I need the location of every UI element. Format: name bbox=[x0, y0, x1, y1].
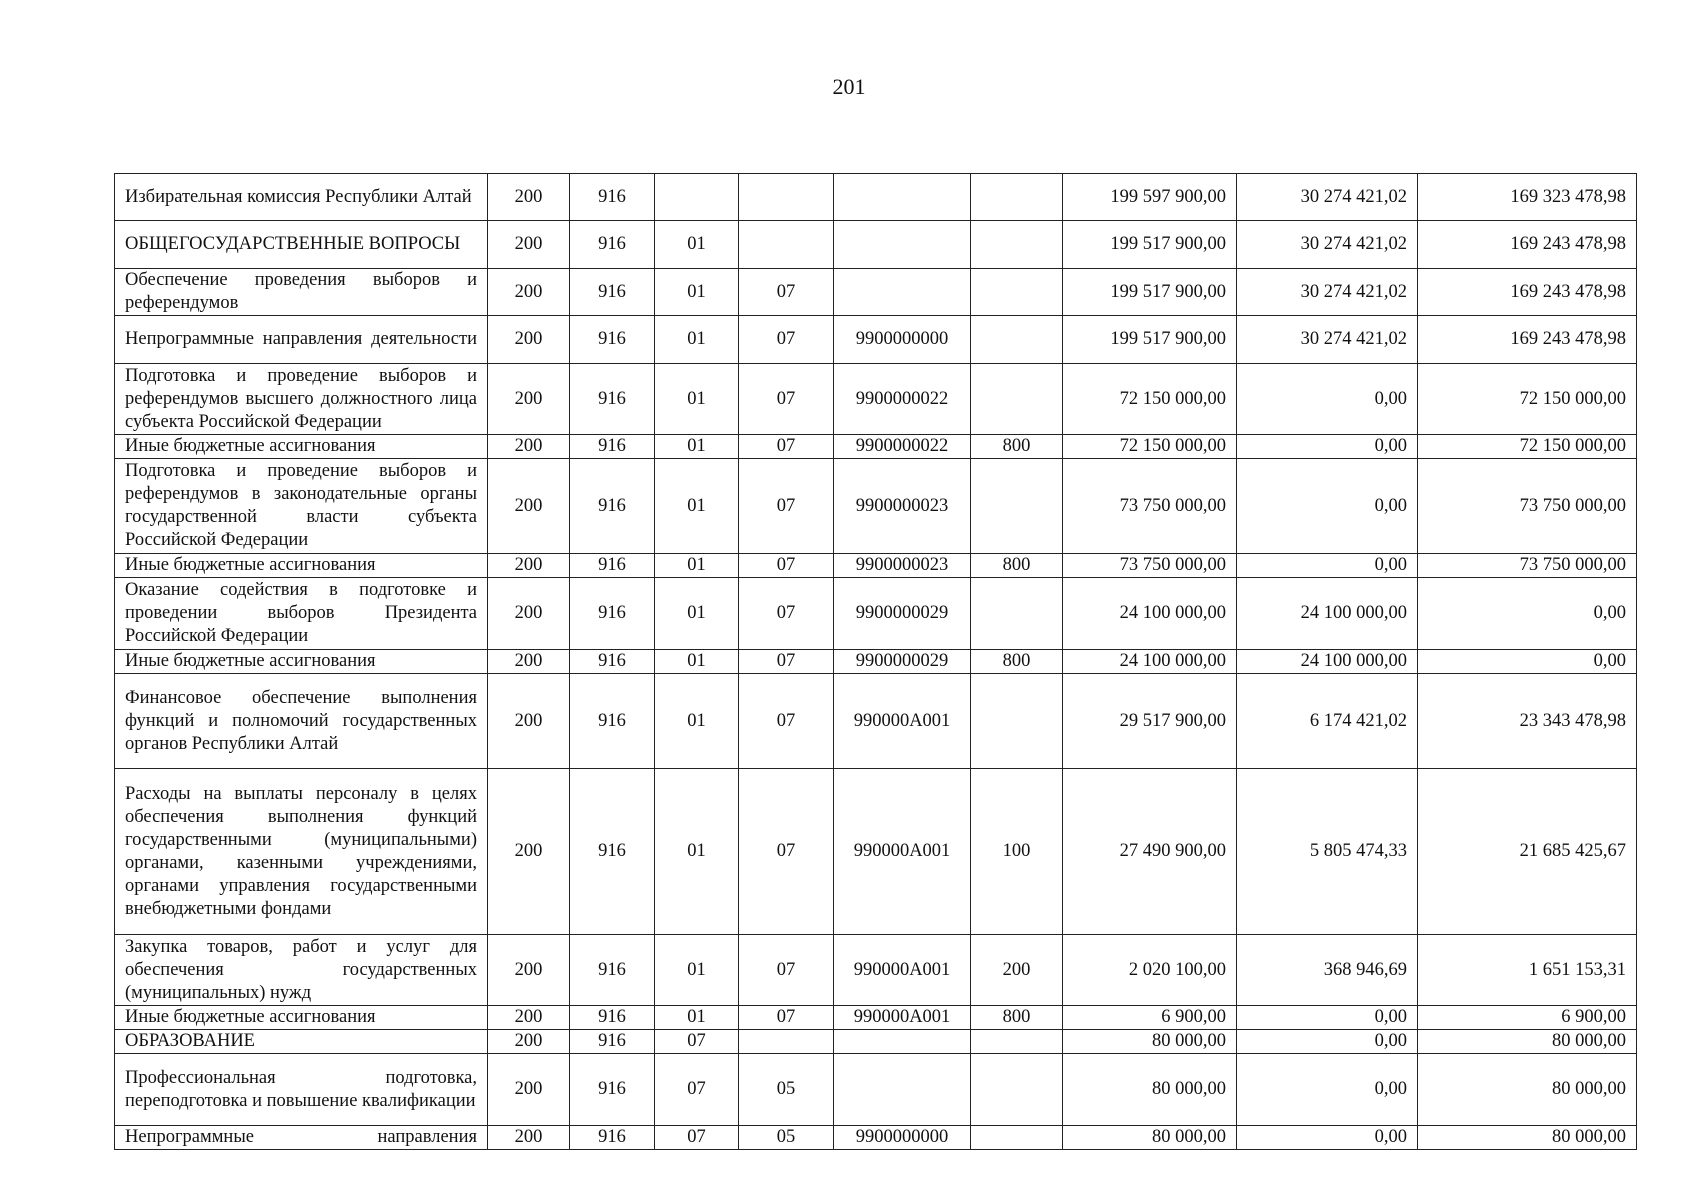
cell-code: 07 bbox=[739, 269, 834, 316]
table-row bbox=[115, 650, 1637, 674]
table-row bbox=[115, 554, 1637, 578]
table-row bbox=[115, 1006, 1637, 1030]
cell-code bbox=[739, 1030, 834, 1054]
cell-code: 9900000029 bbox=[834, 578, 971, 650]
cell-code: 916 bbox=[570, 221, 655, 269]
row-description: Иные бюджетные ассигнования bbox=[115, 1006, 488, 1030]
table-row bbox=[115, 578, 1637, 650]
table-row bbox=[115, 935, 1637, 1006]
cell-code: 200 bbox=[488, 1030, 570, 1054]
row-description: Иные бюджетные ассигнования bbox=[115, 554, 488, 578]
cell-code bbox=[971, 578, 1063, 650]
cell-code bbox=[971, 1054, 1063, 1126]
cell-code: 9900000022 bbox=[834, 364, 971, 435]
cell-code: 916 bbox=[570, 269, 655, 316]
cell-amount: 80 000,00 bbox=[1418, 1030, 1637, 1054]
cell-code: 916 bbox=[570, 174, 655, 221]
cell-code: 200 bbox=[488, 316, 570, 364]
cell-code: 916 bbox=[570, 554, 655, 578]
cell-amount: 73 750 000,00 bbox=[1063, 459, 1237, 554]
row-description: Подготовка и проведение выборов и референдумов высшего должностного лица субъекта Российской Федерации bbox=[115, 364, 488, 435]
cell-code: 01 bbox=[655, 674, 739, 769]
cell-code bbox=[739, 174, 834, 221]
cell-code: 07 bbox=[739, 459, 834, 554]
cell-code bbox=[971, 316, 1063, 364]
table-row bbox=[115, 1030, 1637, 1054]
cell-code: 800 bbox=[971, 650, 1063, 674]
cell-code bbox=[834, 1030, 971, 1054]
row-description: Подготовка и проведение выборов и референдумов в законодательные органы государственной власти субъекта Российской Федерации bbox=[115, 459, 488, 554]
cell-code: 01 bbox=[655, 650, 739, 674]
budget-table bbox=[114, 173, 1637, 1150]
cell-amount: 72 150 000,00 bbox=[1418, 435, 1637, 459]
row-description: Непрограммные направления bbox=[115, 1126, 488, 1150]
cell-code: 200 bbox=[488, 1006, 570, 1030]
cell-amount: 6 900,00 bbox=[1418, 1006, 1637, 1030]
cell-amount: 73 750 000,00 bbox=[1418, 554, 1637, 578]
cell-code: 916 bbox=[570, 1006, 655, 1030]
cell-code: 916 bbox=[570, 769, 655, 935]
cell-code: 916 bbox=[570, 1030, 655, 1054]
row-description: ОБЩЕГОСУДАРСТВЕННЫЕ ВОПРОСЫ bbox=[115, 221, 488, 269]
table-row bbox=[115, 364, 1637, 435]
cell-code: 200 bbox=[488, 459, 570, 554]
cell-code: 990000А001 bbox=[834, 674, 971, 769]
cell-code: 200 bbox=[488, 1126, 570, 1150]
cell-amount: 0,00 bbox=[1237, 459, 1418, 554]
cell-amount: 0,00 bbox=[1418, 650, 1637, 674]
cell-code: 200 bbox=[488, 1054, 570, 1126]
cell-code: 916 bbox=[570, 435, 655, 459]
cell-amount: 72 150 000,00 bbox=[1063, 364, 1237, 435]
cell-code bbox=[971, 1126, 1063, 1150]
cell-code: 200 bbox=[488, 935, 570, 1006]
cell-amount: 73 750 000,00 bbox=[1418, 459, 1637, 554]
cell-code: 01 bbox=[655, 459, 739, 554]
cell-amount: 21 685 425,67 bbox=[1418, 769, 1637, 935]
cell-code: 200 bbox=[488, 578, 570, 650]
cell-code: 07 bbox=[739, 935, 834, 1006]
cell-code bbox=[971, 1030, 1063, 1054]
cell-amount: 6 900,00 bbox=[1063, 1006, 1237, 1030]
cell-amount: 368 946,69 bbox=[1237, 935, 1418, 1006]
table-row bbox=[115, 674, 1637, 769]
cell-amount: 24 100 000,00 bbox=[1237, 650, 1418, 674]
cell-code: 07 bbox=[655, 1030, 739, 1054]
cell-amount: 5 805 474,33 bbox=[1237, 769, 1418, 935]
cell-code: 07 bbox=[655, 1126, 739, 1150]
row-description: Оказание содействия в подготовке и проведении выборов Президента Российской Федерации bbox=[115, 578, 488, 650]
cell-code: 200 bbox=[488, 769, 570, 935]
cell-amount: 0,00 bbox=[1418, 578, 1637, 650]
cell-code: 9900000023 bbox=[834, 459, 971, 554]
row-description: Расходы на выплаты персоналу в целях обеспечения выполнения функций государственными (муниципальными) органами, казенными учреждениями, органами управления государственными внебюджетными фондами bbox=[115, 769, 488, 935]
cell-code: 01 bbox=[655, 935, 739, 1006]
cell-amount: 80 000,00 bbox=[1418, 1054, 1637, 1126]
table-row bbox=[115, 459, 1637, 554]
cell-code bbox=[655, 174, 739, 221]
table-row bbox=[115, 769, 1637, 935]
cell-code: 07 bbox=[739, 364, 834, 435]
cell-code: 916 bbox=[570, 316, 655, 364]
cell-code: 916 bbox=[570, 935, 655, 1006]
cell-code bbox=[739, 221, 834, 269]
table-row bbox=[115, 174, 1637, 221]
cell-code: 07 bbox=[739, 316, 834, 364]
cell-code: 05 bbox=[739, 1126, 834, 1150]
cell-amount: 0,00 bbox=[1237, 554, 1418, 578]
table-row bbox=[115, 221, 1637, 269]
cell-amount: 1 651 153,31 bbox=[1418, 935, 1637, 1006]
cell-code: 916 bbox=[570, 1126, 655, 1150]
cell-amount: 169 243 478,98 bbox=[1418, 221, 1637, 269]
cell-code bbox=[834, 174, 971, 221]
cell-code: 200 bbox=[488, 364, 570, 435]
cell-code: 200 bbox=[488, 674, 570, 769]
cell-amount: 30 274 421,02 bbox=[1237, 221, 1418, 269]
cell-code: 200 bbox=[488, 650, 570, 674]
cell-amount: 24 100 000,00 bbox=[1063, 578, 1237, 650]
cell-code bbox=[971, 364, 1063, 435]
table-row bbox=[115, 269, 1637, 316]
cell-code: 01 bbox=[655, 269, 739, 316]
cell-code: 07 bbox=[739, 674, 834, 769]
cell-amount: 199 597 900,00 bbox=[1063, 174, 1237, 221]
cell-code: 200 bbox=[488, 221, 570, 269]
cell-amount: 0,00 bbox=[1237, 1126, 1418, 1150]
cell-amount: 2 020 100,00 bbox=[1063, 935, 1237, 1006]
cell-code: 01 bbox=[655, 578, 739, 650]
cell-code: 9900000000 bbox=[834, 316, 971, 364]
cell-amount: 199 517 900,00 bbox=[1063, 221, 1237, 269]
row-description: Финансовое обеспечение выполнения функций и полномочий государственных органов Республики Алтай bbox=[115, 674, 488, 769]
cell-code: 800 bbox=[971, 554, 1063, 578]
cell-code: 01 bbox=[655, 1006, 739, 1030]
cell-code: 200 bbox=[488, 554, 570, 578]
cell-amount: 169 243 478,98 bbox=[1418, 269, 1637, 316]
cell-code: 01 bbox=[655, 364, 739, 435]
cell-code: 01 bbox=[655, 221, 739, 269]
row-description: Непрограммные направления деятельности bbox=[115, 316, 488, 364]
cell-code bbox=[834, 221, 971, 269]
cell-amount: 169 323 478,98 bbox=[1418, 174, 1637, 221]
cell-code: 9900000022 bbox=[834, 435, 971, 459]
cell-code: 990000А001 bbox=[834, 1006, 971, 1030]
row-description: Иные бюджетные ассигнования bbox=[115, 435, 488, 459]
cell-code: 07 bbox=[739, 578, 834, 650]
cell-code: 01 bbox=[655, 554, 739, 578]
cell-code: 916 bbox=[570, 459, 655, 554]
cell-amount: 169 243 478,98 bbox=[1418, 316, 1637, 364]
cell-code: 990000А001 bbox=[834, 935, 971, 1006]
cell-code bbox=[971, 674, 1063, 769]
cell-code: 01 bbox=[655, 316, 739, 364]
cell-code: 07 bbox=[739, 1006, 834, 1030]
cell-code: 916 bbox=[570, 364, 655, 435]
cell-amount: 199 517 900,00 bbox=[1063, 269, 1237, 316]
cell-code: 07 bbox=[655, 1054, 739, 1126]
cell-code: 200 bbox=[971, 935, 1063, 1006]
cell-amount: 30 274 421,02 bbox=[1237, 174, 1418, 221]
cell-amount: 80 000,00 bbox=[1063, 1054, 1237, 1126]
table-row bbox=[115, 1054, 1637, 1126]
cell-code: 07 bbox=[739, 554, 834, 578]
cell-amount: 0,00 bbox=[1237, 435, 1418, 459]
cell-code: 200 bbox=[488, 435, 570, 459]
cell-amount: 0,00 bbox=[1237, 1006, 1418, 1030]
row-description: Обеспечение проведения выборов и референдумов bbox=[115, 269, 488, 316]
cell-amount: 73 750 000,00 bbox=[1063, 554, 1237, 578]
cell-amount: 72 150 000,00 bbox=[1418, 364, 1637, 435]
cell-code bbox=[971, 459, 1063, 554]
cell-code: 9900000029 bbox=[834, 650, 971, 674]
cell-code: 05 bbox=[739, 1054, 834, 1126]
cell-amount: 6 174 421,02 bbox=[1237, 674, 1418, 769]
cell-amount: 0,00 bbox=[1237, 1030, 1418, 1054]
cell-code: 800 bbox=[971, 1006, 1063, 1030]
table-row bbox=[115, 435, 1637, 459]
cell-code bbox=[971, 221, 1063, 269]
cell-code: 990000А001 bbox=[834, 769, 971, 935]
cell-amount: 72 150 000,00 bbox=[1063, 435, 1237, 459]
cell-amount: 24 100 000,00 bbox=[1237, 578, 1418, 650]
cell-code: 916 bbox=[570, 1054, 655, 1126]
cell-code: 07 bbox=[739, 435, 834, 459]
cell-amount: 24 100 000,00 bbox=[1063, 650, 1237, 674]
cell-amount: 80 000,00 bbox=[1063, 1126, 1237, 1150]
cell-code: 200 bbox=[488, 269, 570, 316]
cell-code bbox=[971, 269, 1063, 316]
cell-amount: 0,00 bbox=[1237, 364, 1418, 435]
page-number: 201 bbox=[832, 74, 866, 99]
cell-code: 916 bbox=[570, 674, 655, 769]
row-description: Профессиональная подготовка, переподготовка и повышение квалификации bbox=[115, 1054, 488, 1126]
cell-code: 07 bbox=[739, 769, 834, 935]
cell-amount: 199 517 900,00 bbox=[1063, 316, 1237, 364]
cell-amount: 29 517 900,00 bbox=[1063, 674, 1237, 769]
cell-code: 916 bbox=[570, 578, 655, 650]
cell-code: 200 bbox=[488, 174, 570, 221]
cell-amount: 0,00 bbox=[1237, 1054, 1418, 1126]
cell-code: 916 bbox=[570, 650, 655, 674]
row-description: Иные бюджетные ассигнования bbox=[115, 650, 488, 674]
cell-amount: 27 490 900,00 bbox=[1063, 769, 1237, 935]
cell-amount: 30 274 421,02 bbox=[1237, 316, 1418, 364]
cell-code bbox=[834, 1054, 971, 1126]
cell-amount: 23 343 478,98 bbox=[1418, 674, 1637, 769]
cell-code bbox=[971, 174, 1063, 221]
cell-code: 100 bbox=[971, 769, 1063, 935]
cell-code: 01 bbox=[655, 769, 739, 935]
table-row bbox=[115, 1126, 1637, 1150]
cell-code bbox=[834, 269, 971, 316]
row-description: ОБРАЗОВАНИЕ bbox=[115, 1030, 488, 1054]
cell-code: 800 bbox=[971, 435, 1063, 459]
cell-amount: 80 000,00 bbox=[1418, 1126, 1637, 1150]
cell-code: 9900000023 bbox=[834, 554, 971, 578]
cell-amount: 30 274 421,02 bbox=[1237, 269, 1418, 316]
row-description: Закупка товаров, работ и услуг для обеспечения государственных (муниципальных) нужд bbox=[115, 935, 488, 1006]
cell-code: 01 bbox=[655, 435, 739, 459]
table-row bbox=[115, 316, 1637, 364]
cell-amount: 80 000,00 bbox=[1063, 1030, 1237, 1054]
cell-code: 9900000000 bbox=[834, 1126, 971, 1150]
row-description: Избирательная комиссия Республики Алтай bbox=[115, 174, 488, 221]
cell-code: 07 bbox=[739, 650, 834, 674]
